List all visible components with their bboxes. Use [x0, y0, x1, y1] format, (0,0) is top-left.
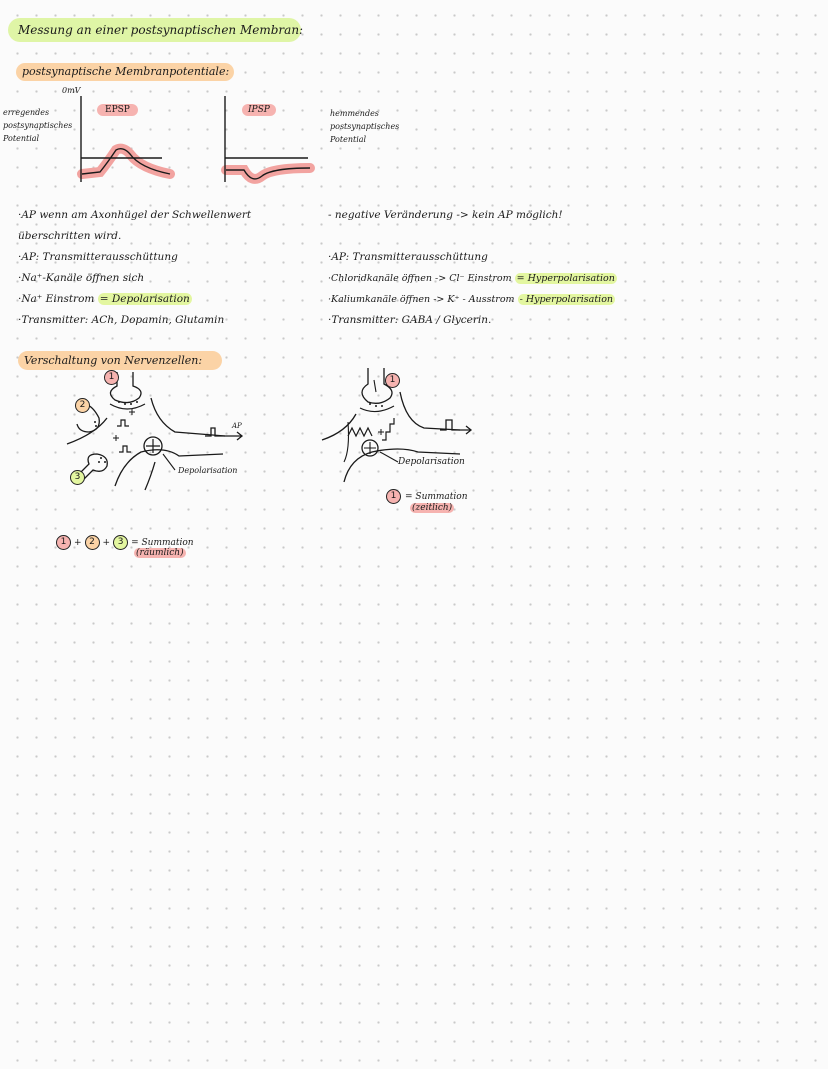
ipsp-note-1: - negative Veränderung -> kein AP möglich!	[328, 209, 563, 221]
left-synapse-2-marker: 2	[75, 398, 90, 413]
spatial-summation-diagram	[55, 366, 255, 496]
epsp-note-1: ·AP wenn am Axonhügel der Schwellenwert	[18, 209, 252, 221]
eq-marker-1: 1	[56, 535, 71, 550]
ipsp-notes	[328, 205, 617, 331]
ipsp-note-2: ·AP: Transmitterausschüttung	[328, 251, 488, 263]
epsp-note-6: ·Transmitter: ACh, Dopamin, Glutamin	[18, 314, 225, 326]
section-heading-circuits: Verschaltung von Nervenzellen:	[18, 351, 222, 370]
epsp-note-2: überschritten wird.	[18, 230, 122, 242]
spatial-summation-equation: 1 + 2 + 3 = Summation	[56, 535, 194, 550]
epsp-note-5: ·Na⁺ Einstrom = Depolarisation	[18, 293, 190, 305]
right-synapse-1-marker: 1	[385, 373, 400, 388]
eq-right-summation-text: = Summation	[405, 491, 468, 502]
epsp-note-3: ·AP: Transmitterausschüttung	[18, 251, 178, 263]
eq-summation-text: = Summation	[131, 537, 194, 548]
temporal-summation-equation	[386, 489, 468, 504]
ipsp-note-3: ·Chloridkanäle öffnen -> Cl⁻ Einstrom = Hyperpolarisation	[328, 273, 615, 284]
eq-marker-3: 3	[113, 535, 128, 550]
eq-marker-2: 2	[85, 535, 100, 550]
section-heading-potentials: postsynaptische Membranpotentiale:	[16, 63, 234, 81]
temporal-summation-diagram	[320, 362, 490, 487]
epsp-note-4: ·Na⁺-Kanäle öffnen sich	[18, 272, 145, 284]
ipsp-graph	[222, 92, 322, 187]
ipsp-label: IPSP	[242, 104, 276, 116]
left-depolarisation-label: Depolarisation	[178, 466, 238, 475]
ipsp-note-5: ·Transmitter: GABA / Glycerin.	[328, 314, 492, 326]
eq-right-marker-1: 1	[386, 489, 401, 504]
left-synapse-3-marker: 3	[70, 470, 85, 485]
ipsp-note-4: ·Kaliumkanäle öffnen -> K⁺ - Ausstrom - Hyperpolarisation	[328, 294, 614, 305]
epsp-notes	[18, 205, 251, 331]
right-depolarisation-label: Depolarisation	[398, 457, 465, 467]
epsp-label: EPSP	[97, 104, 138, 116]
epsp-graph	[78, 92, 178, 187]
page-title: Messung an einer postsynaptischen Membran:	[8, 18, 301, 42]
axis-label-0mv: 0mV	[62, 86, 81, 95]
ipsp-caption: hemmendes postsynaptisches Potential	[330, 109, 400, 144]
temporal-label: (zeitlich)	[412, 503, 453, 513]
left-synapse-1-marker: 1	[104, 370, 119, 385]
spatial-label: (räumlich)	[136, 548, 184, 558]
left-ap-label: AP	[232, 422, 242, 430]
epsp-caption: erregendes postsynaptisches Potential	[3, 108, 73, 143]
